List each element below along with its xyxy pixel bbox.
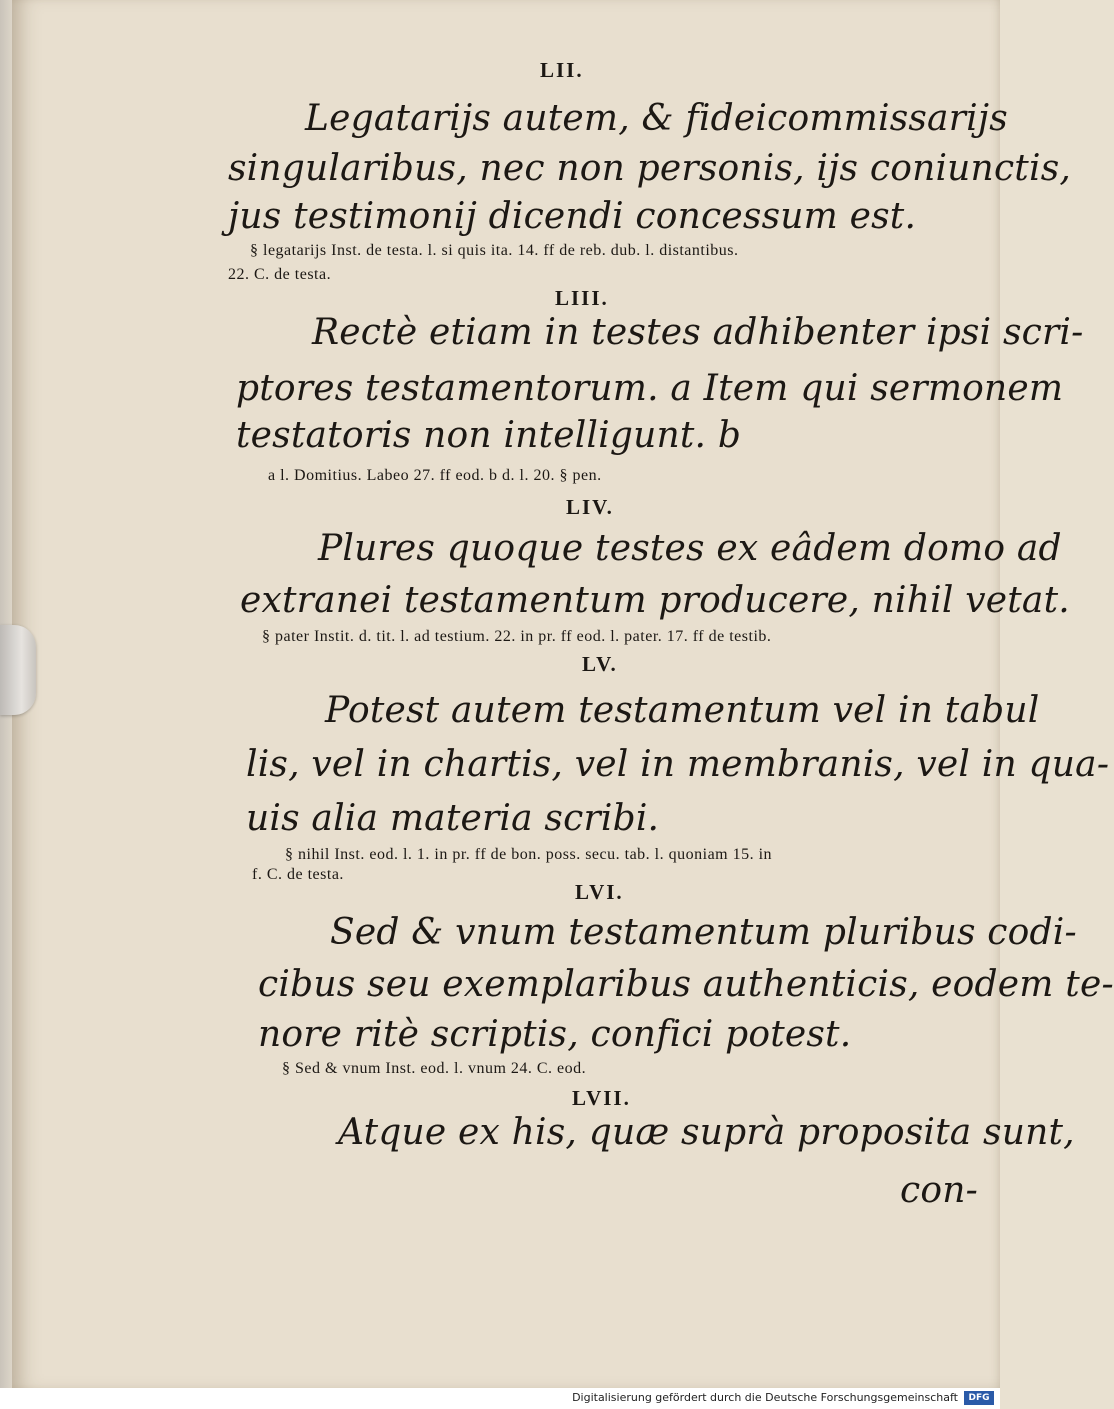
text-line: ptores testamentorum. a Item qui sermonem [236, 368, 1064, 409]
text-line: uis alia materia scribi. [246, 798, 660, 839]
footnote: § pater Instit. d. tit. l. ad testium. 22. in pr. ff eod. l. pater. 17. ff de testib. [262, 628, 772, 645]
text-line: singularibus, nec non personis, ijs coniunctis, [228, 148, 1072, 189]
footnote: § Sed & vnum Inst. eod. l. vnum 24. C. eod. [282, 1060, 587, 1077]
section-numeral: LIV. [566, 495, 614, 519]
section-numeral: LIII. [555, 286, 609, 310]
text-line: extranei testamentum producere, nihil vetat. [240, 580, 1070, 621]
text-line: Legatarijs autem, & fideicommissarijs [305, 98, 1008, 139]
section-numeral: LVI. [575, 880, 624, 904]
footnote: a l. Domitius. Labeo 27. ff eod. b d. l. 20. § pen. [268, 467, 602, 484]
text-line: cibus seu exemplaribus authenticis, eodem te- [258, 964, 1114, 1005]
section-numeral: LVII. [572, 1086, 631, 1110]
text-line: Sed & vnum testamentum pluribus codi- [330, 912, 1077, 953]
footnote: § nihil Inst. eod. l. 1. in pr. ff de bon. poss. secu. tab. l. quoniam 15. in [285, 846, 773, 863]
text-line: nore ritè scriptis, confici potest. [258, 1014, 852, 1055]
section-numeral: LII. [540, 58, 584, 82]
text-line: testatoris non intelligunt. b [236, 415, 742, 456]
text-line: Plures quoque testes ex eâdem domo ad [318, 528, 1062, 569]
footnote: § legatarijs Inst. de testa. l. si quis ita. 14. ff de reb. dub. l. distantibus. [250, 242, 739, 259]
text-line: Potest autem testamentum vel in tabul [325, 690, 1040, 731]
dfg-logo: DFG [964, 1391, 994, 1405]
text-line: jus testimonij dicendi concessum est. [228, 196, 917, 237]
footnote: 22. C. de testa. [228, 266, 332, 283]
footer-credit: Digitalisierung gefördert durch die Deutsche Forschungsgemeinschaft [572, 1391, 958, 1404]
text-line: Atque ex his, quæ suprà proposita sunt, [338, 1112, 1075, 1153]
text-line: Rectè etiam in testes adhibenter ipsi scri- [312, 312, 1084, 353]
text-line: lis, vel in chartis, vel in membranis, vel in qua- [246, 744, 1110, 785]
footnote: f. C. de testa. [252, 866, 344, 883]
catchword: con- [900, 1170, 978, 1211]
section-numeral: LV. [582, 652, 618, 676]
